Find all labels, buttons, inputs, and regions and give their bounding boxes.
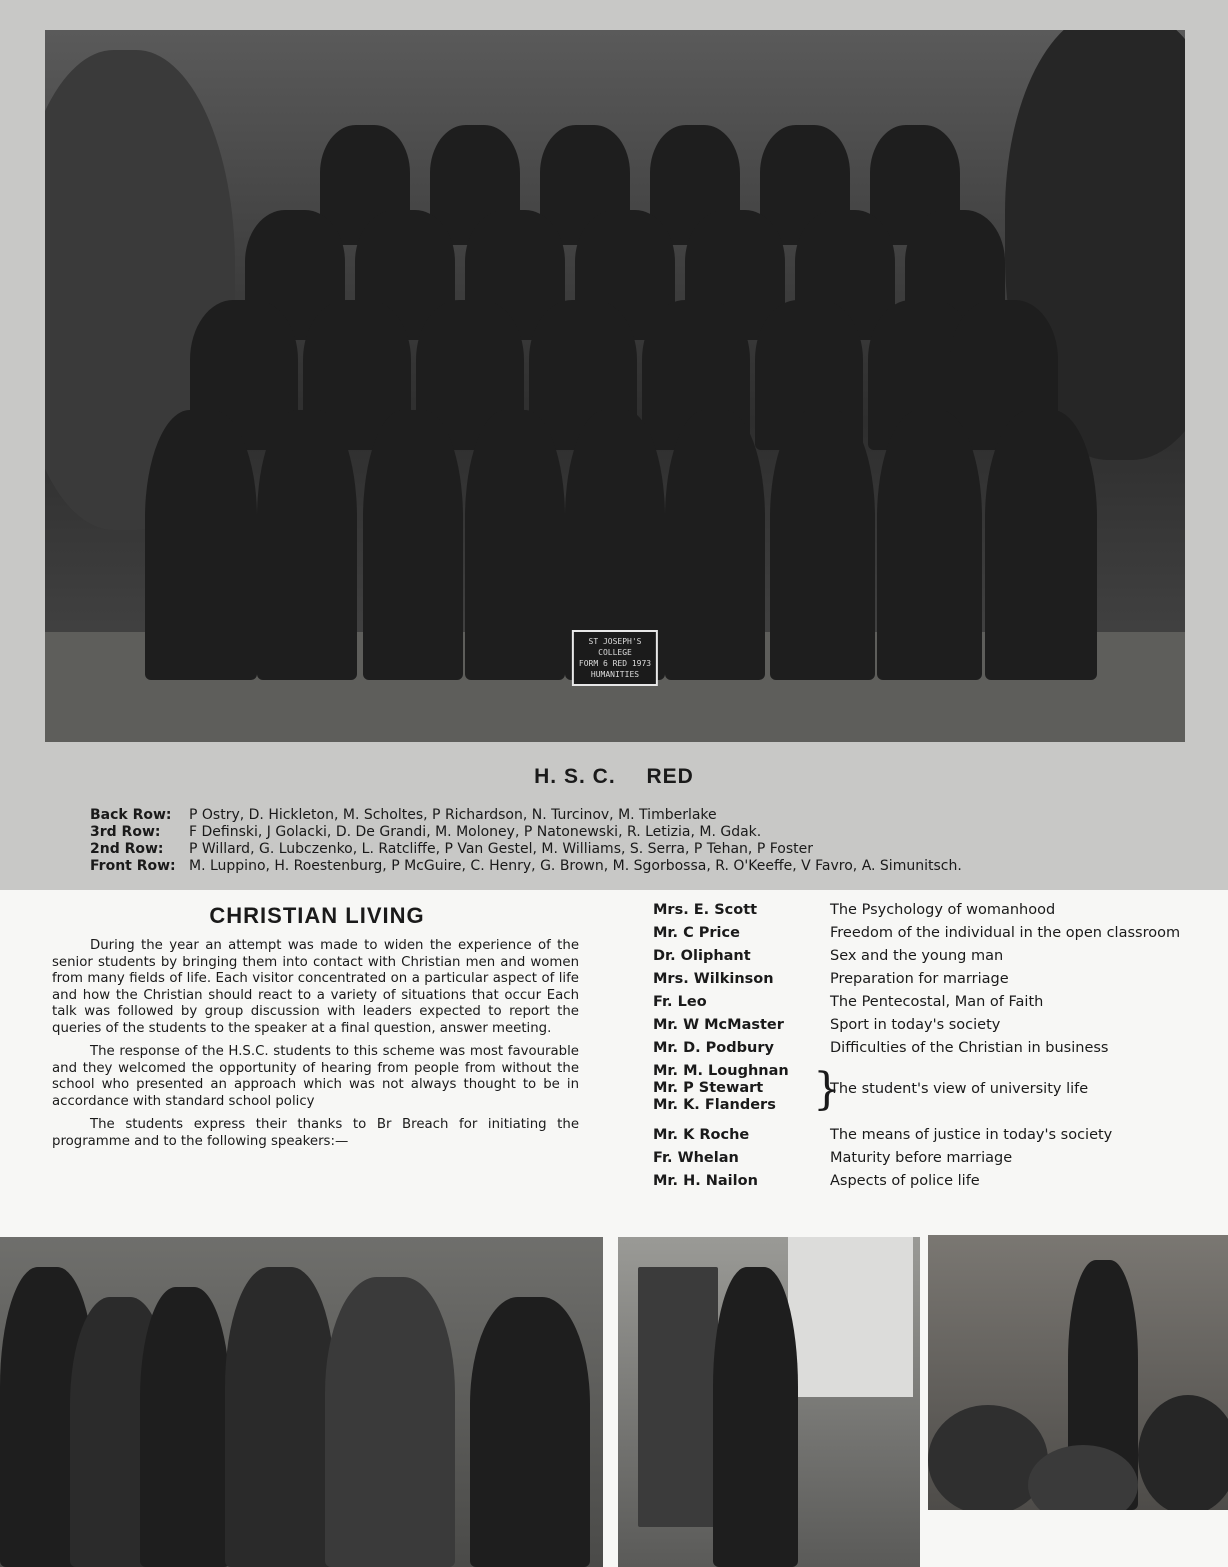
student-figure (770, 410, 875, 680)
speaker-name: Fr. Leo (653, 994, 707, 1010)
caption-title-part1: H. S. C. (534, 765, 616, 788)
speaker-photo-classroom (928, 1235, 1228, 1510)
speaker-entry (653, 1150, 1193, 1167)
speaker-topic: Preparation for marriage (830, 971, 1009, 987)
speaker-topic: Difficulties of the Christian in business (830, 1040, 1109, 1056)
student-figure (985, 410, 1097, 680)
speaker-photo-library (618, 1237, 920, 1567)
student-figure (325, 1277, 455, 1567)
speaker-entry (653, 994, 1193, 1011)
row-names-list (90, 807, 1200, 875)
discussion-photo (0, 1237, 603, 1567)
row-label: 2nd Row: (90, 841, 164, 857)
speaker-name: Dr. Oliphant (653, 948, 751, 964)
speaker-entry (653, 1040, 1193, 1057)
speaker-entry (653, 1173, 1193, 1190)
student-figure (877, 410, 982, 680)
speaker-topic: The Psychology of womanhood (830, 902, 1056, 918)
speaker-name: Mrs. E. Scott (653, 902, 758, 918)
speaker-name: Fr. Whelan (653, 1150, 739, 1166)
row-second (90, 841, 1200, 858)
speaker-topic: The student's view of university life (830, 1081, 1089, 1097)
speaker-topic: Freedom of the individual in the open classroom (830, 925, 1181, 941)
speaker-name: Mr. M. Loughnan (653, 1063, 789, 1079)
speaker-name: Mr. K. Flanders (653, 1097, 776, 1113)
speaker-topic: Sport in today's society (830, 1017, 1001, 1033)
speaker-entry (653, 971, 1193, 988)
speaker-group (653, 1063, 1193, 1121)
speaker-name: Mr. P Stewart (653, 1080, 764, 1096)
window (788, 1237, 913, 1397)
row-back (90, 807, 1200, 824)
student-figure (257, 410, 357, 680)
row-names: M. Luppino, H. Roestenburg, P McGuire, C. Henry, G. Brown, M. Sgorbossa, R. O'Keeffe, V Favro, A. Simunitsch. (189, 858, 962, 874)
bookshelf (638, 1267, 718, 1527)
student-figure (465, 410, 565, 680)
row-front (90, 858, 1200, 875)
brace-icon: } (813, 1064, 841, 1115)
caption-title (0, 765, 1228, 789)
row-names: F Definski, J Golacki, D. De Grandi, M. Moloney, P Natonewski, R. Letizia, M. Gdak. (189, 824, 762, 840)
speaker-topic: Maturity before marriage (830, 1150, 1013, 1166)
speaker-entry (653, 925, 1193, 942)
article-body (52, 938, 579, 1157)
speaker-entry (653, 1127, 1193, 1144)
speaker-entry (653, 1017, 1193, 1034)
student-figure (140, 1287, 230, 1567)
speaker-entry (653, 948, 1193, 965)
student-figure (225, 1267, 335, 1567)
article-paragraph: During the year an attempt was made to widen the experience of the senior students by bringing them into contact with Christian men and women from many fields of life. Each visitor concentrated on a particular aspect of life and how the Christian should react to a variety of situations that occur Each talk was followed by group discussion with leaders expected to report the queries of the students to the speaker at a final question, answer meeting. (52, 938, 579, 1036)
caption-title-part2: RED (646, 765, 694, 788)
speaker-group-names (653, 1063, 828, 1114)
student-figure (665, 410, 765, 680)
article-paragraph: The students express their thanks to Br Breach for initiating the programme and to the following speakers:— (52, 1117, 579, 1149)
speaker-topic: The means of justice in today's society (830, 1127, 1113, 1143)
article-paragraph: The response of the H.S.C. students to this scheme was most favourable and they welcomed the opportunity of hearing from people from without the school who presented an approach which was not always thought to be in accordance with standard school policy (52, 1044, 579, 1109)
group-photo (45, 30, 1185, 742)
row-label: Front Row: (90, 858, 176, 874)
speaker-topic: The Pentecostal, Man of Faith (830, 994, 1044, 1010)
speaker-name: Mr. C Price (653, 925, 740, 941)
student-figure (363, 410, 463, 680)
row-names: P Ostry, D. Hickleton, M. Scholtes, P Richardson, N. Turcinov, M. Timberlake (189, 807, 717, 823)
speaker-name: Mr. W McMaster (653, 1017, 784, 1033)
speaker-name: Mr. K Roche (653, 1127, 750, 1143)
row-label: 3rd Row: (90, 824, 161, 840)
speaker-entry (653, 902, 1193, 919)
speaker-name: Mr. H. Nailon (653, 1173, 758, 1189)
speaker-name: Mr. D. Podbury (653, 1040, 774, 1056)
row-third (90, 824, 1200, 841)
article-title: CHRISTIAN LIVING (209, 903, 425, 928)
speaker-name: Mrs. Wilkinson (653, 971, 774, 987)
student-figure (145, 410, 257, 680)
speaker-topic: Aspects of police life (830, 1173, 980, 1189)
speaker-figure (713, 1267, 798, 1567)
row-label: Back Row: (90, 807, 172, 823)
row-names: P Willard, G. Lubczenko, L. Ratcliffe, P Van Gestel, M. Williams, S. Serra, P Tehan, P Foster (189, 841, 813, 857)
audience-head (1138, 1395, 1228, 1510)
speakers-list (653, 902, 1193, 1196)
student-figure (470, 1297, 590, 1567)
class-sign: ST JOSEPH'S COLLEGE FORM 6 RED 1973 HUMANITIES (572, 630, 658, 686)
speaker-topic: Sex and the young man (830, 948, 1004, 964)
